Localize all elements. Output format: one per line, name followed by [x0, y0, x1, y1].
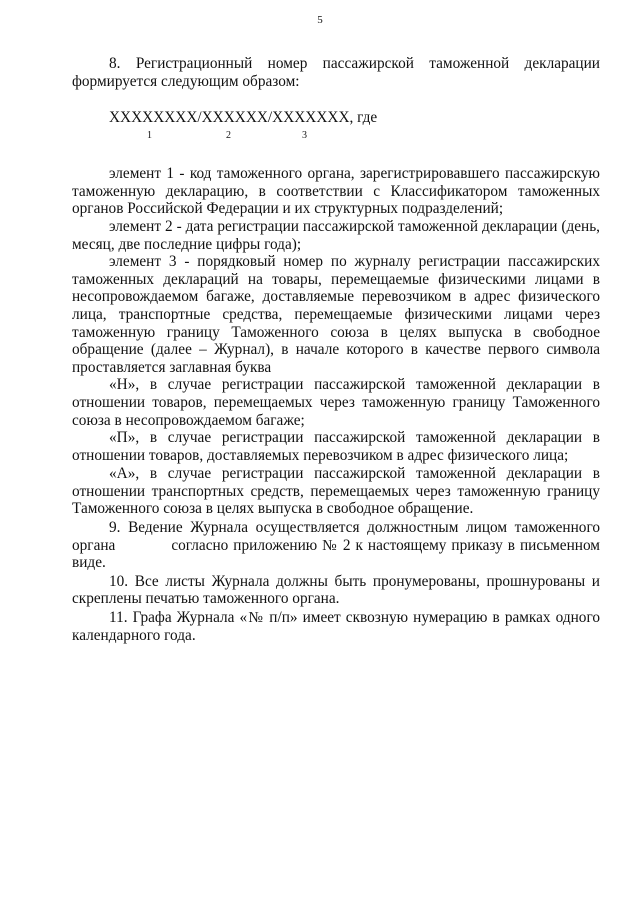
page-number: 5 [317, 14, 323, 26]
letter-n-rule: «Н», в случае регистрации пассажирской таможенной декларации в отношении товаров, перемещаемых через таможенную границу Таможенного союза в несопровождаемом багаже; [72, 376, 600, 429]
paragraph-9 [72, 519, 600, 572]
format-marker-2: 2 [226, 130, 231, 142]
element-3-description: элемент 3 - порядковый номер по журналу регистрации пассажирских таможенных деклараций на товары, перемещаемые физическими лицами в несопровождаемом багаже, доставляемые перевозчиком в адрес физического лица, транспортные средства, перемещаемые физическими лицами через таможенную границу Таможенного союза в целях выпуска в свободное обращение (далее – Журнал), в начале которого в качестве первого символа проставляется заглавная буква [72, 253, 600, 376]
format-marker-1: 1 [147, 130, 152, 142]
element-1-description: элемент 1 - код таможенного органа, зарегистрировавшего пассажирскую таможенную декларацию, в соответствии с Классификатором таможенных органов Российской Федерации и их структурных подразделений; [72, 165, 600, 218]
registration-number-format: XXXXXXXX/XXXXXX/XXXXXXX, где [109, 109, 378, 127]
paragraph-10: 10. Все листы Журнала должны быть пронумерованы, прошнурованы и скреплены печатью таможенного органа. [72, 572, 600, 608]
element-2-description: элемент 2 - дата регистрации пассажирской таможенной декларации (день, месяц, две последние цифры года); [72, 217, 600, 253]
paragraph-11: 11. Графа Журнала «№ п/п» имеет сквозную нумерацию в рамках одного календарного года. [72, 609, 600, 644]
letter-p-rule: «П», в случае регистрации пассажирской таможенной декларации в отношении товаров, доставляемых перевозчиком в адрес физического лица; [72, 429, 600, 464]
format-element-markers [72, 127, 600, 143]
paragraph-9-part2: согласно приложению № 2 к настоящему приказу в письменном виде. [72, 536, 600, 572]
document-body [72, 55, 600, 644]
letter-a-rule: «А», в случае регистрации пассажирской таможенной декларации в отношении транспортных средств, перемещаемых через таможенную границу Таможенного союза в целях выпуска в свободное обращение. [72, 465, 600, 518]
paragraph-9-part1: 9. Ведение Журнала осуществляется должностным лицом таможенного органа [72, 519, 600, 554]
paragraph-8: 8. Регистрационный номер пассажирской таможенной декларации формируется следующим образом: [72, 55, 600, 90]
format-marker-3: 3 [302, 130, 307, 142]
